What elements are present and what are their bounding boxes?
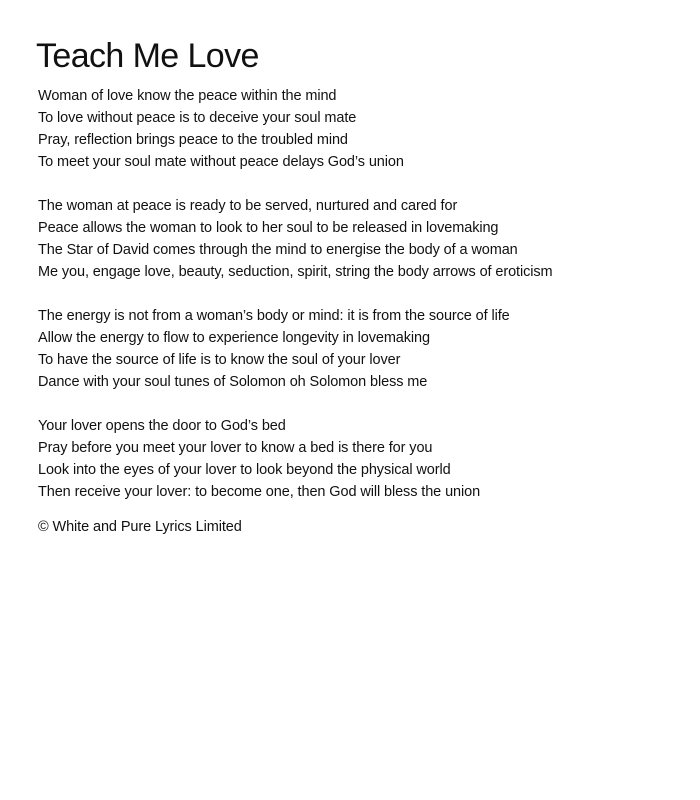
- poem-line: The energy is not from a woman’s body or mind: it is from the source of life: [38, 308, 510, 324]
- poem-line: To meet your soul mate without peace delays God’s union: [38, 154, 404, 170]
- poem-body: [38, 85, 678, 525]
- poem-line: Dance with your soul tunes of Solomon oh Solomon bless me: [38, 374, 428, 390]
- poem-line: Allow the energy to flow to experience longevity in lovemaking: [38, 330, 430, 346]
- stanza-1: [38, 85, 678, 173]
- stanza-3: [38, 305, 678, 393]
- poem-line: Your lover opens the door to God’s bed: [38, 418, 286, 434]
- stanza-2: [38, 195, 678, 283]
- poem-line: To love without peace is to deceive your soul mate: [38, 110, 357, 126]
- poem-line: Look into the eyes of your lover to look beyond the physical world: [38, 462, 451, 478]
- poem-line: Me you, engage love, beauty, seduction, spirit, string the body arrows of eroticism: [38, 264, 553, 280]
- poem-line: The Star of David comes through the mind to energise the body of a woman: [38, 242, 518, 258]
- poem-line: The woman at peace is ready to be served, nurtured and cared for: [38, 198, 458, 214]
- stanza-4: [38, 415, 678, 503]
- poem-line: Pray before you meet your lover to know a bed is there for you: [38, 440, 433, 456]
- copyright-notice: © White and Pure Lyrics Limited: [38, 519, 242, 535]
- poem-line: Woman of love know the peace within the mind: [38, 88, 337, 104]
- poem-line: Peace allows the woman to look to her soul to be released in lovemaking: [38, 220, 499, 236]
- poem-line: Then receive your lover: to become one, then God will bless the union: [38, 484, 481, 500]
- poem-line: To have the source of life is to know the soul of your lover: [38, 352, 401, 368]
- poem-line: Pray, reflection brings peace to the troubled mind: [38, 132, 348, 148]
- poem-title: Teach Me Love: [36, 37, 259, 75]
